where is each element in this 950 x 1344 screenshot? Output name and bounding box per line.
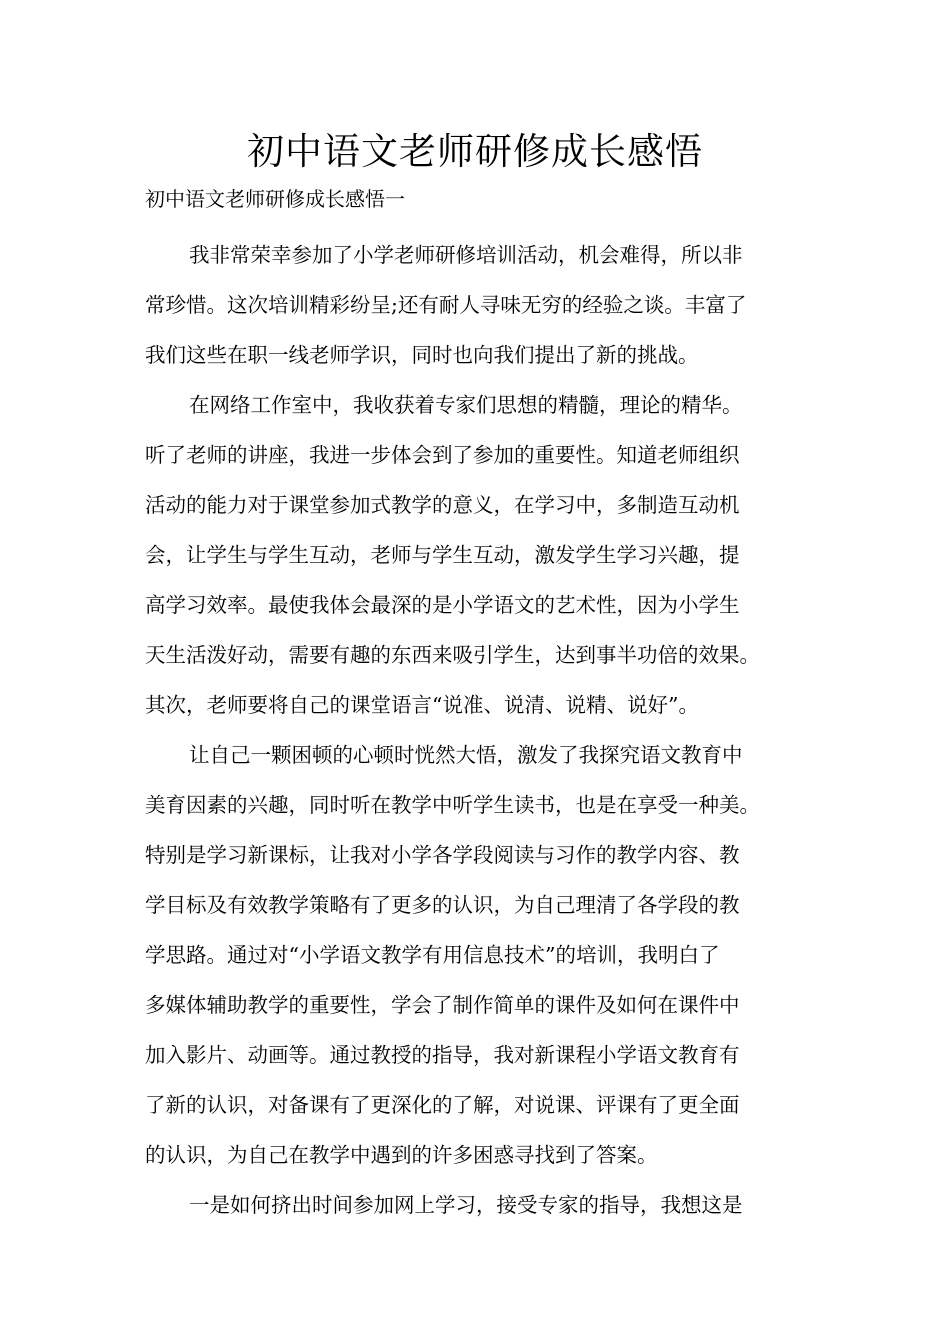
paragraph-line: 会，让学生与学生互动，老师与学生互动，激发学生学习兴趣，提	[145, 543, 740, 567]
paragraph-line: 听了老师的讲座，我进一步体会到了参加的重要性。知道老师组织	[145, 443, 740, 467]
paragraph	[145, 380, 825, 730]
paragraph-line: 让自己一颗困顿的心顿时恍然大悟，激发了我探究语文教育中	[189, 743, 743, 767]
paragraph-line: 天生活泼好动，需要有趣的东西来吸引学生，达到事半功倍的效果。	[145, 643, 760, 667]
paragraph-line: 在网络工作室中，我收获着专家们思想的精髓，理论的精华。	[189, 393, 743, 417]
paragraph	[145, 1180, 825, 1230]
paragraph-line: 加入影片、动画等。通过教授的指导，我对新课程小学语文教育有	[145, 1043, 740, 1067]
paragraph	[145, 230, 825, 380]
document-title: 初中语文老师研修成长感悟	[247, 130, 703, 173]
document-body	[145, 230, 825, 1230]
paragraph-line: 我非常荣幸参加了小学老师研修培训活动，机会难得，所以非	[189, 243, 743, 267]
paragraph-line: 了新的认识，对备课有了更深化的了解，对说课、评课有了更全面	[145, 1093, 740, 1117]
paragraph-line: 其次，老师要将自己的课堂语言“说准、说清、说精、说好”。	[145, 693, 699, 717]
paragraph-line: 学目标及有效教学策略有了更多的认识，为自己理清了各学段的教	[145, 893, 740, 917]
paragraph-line: 常珍惜。这次培训精彩纷呈;还有耐人寻味无穷的经验之谈。丰富了	[145, 293, 747, 317]
paragraph-line: 一是如何挤出时间参加网上学习，接受专家的指导，我想这是	[189, 1193, 743, 1217]
paragraph-line: 学思路。通过对“小学语文教学有用信息技术”的培训，我明白了	[145, 943, 720, 967]
paragraph-line: 高学习效率。最使我体会最深的是小学语文的艺术性，因为小学生	[145, 593, 740, 617]
paragraph-line: 的认识，为自己在教学中遇到的许多困惑寻找到了答案。	[145, 1143, 658, 1167]
document-subtitle: 初中语文老师研修成长感悟一	[145, 187, 405, 211]
paragraph-line: 美育因素的兴趣，同时听在教学中听学生读书，也是在享受一种美。	[145, 793, 760, 817]
paragraph	[145, 730, 825, 1180]
paragraph-line: 多媒体辅助教学的重要性，学会了制作简单的课件及如何在课件中	[145, 993, 740, 1017]
paragraph-line: 我们这些在职一线老师学识，同时也向我们提出了新的挑战。	[145, 343, 699, 367]
paragraph-line: 活动的能力对于课堂参加式教学的意义，在学习中，多制造互动机	[145, 493, 740, 517]
paragraph-line: 特别是学习新课标，让我对小学各学段阅读与习作的教学内容、教	[145, 843, 740, 867]
